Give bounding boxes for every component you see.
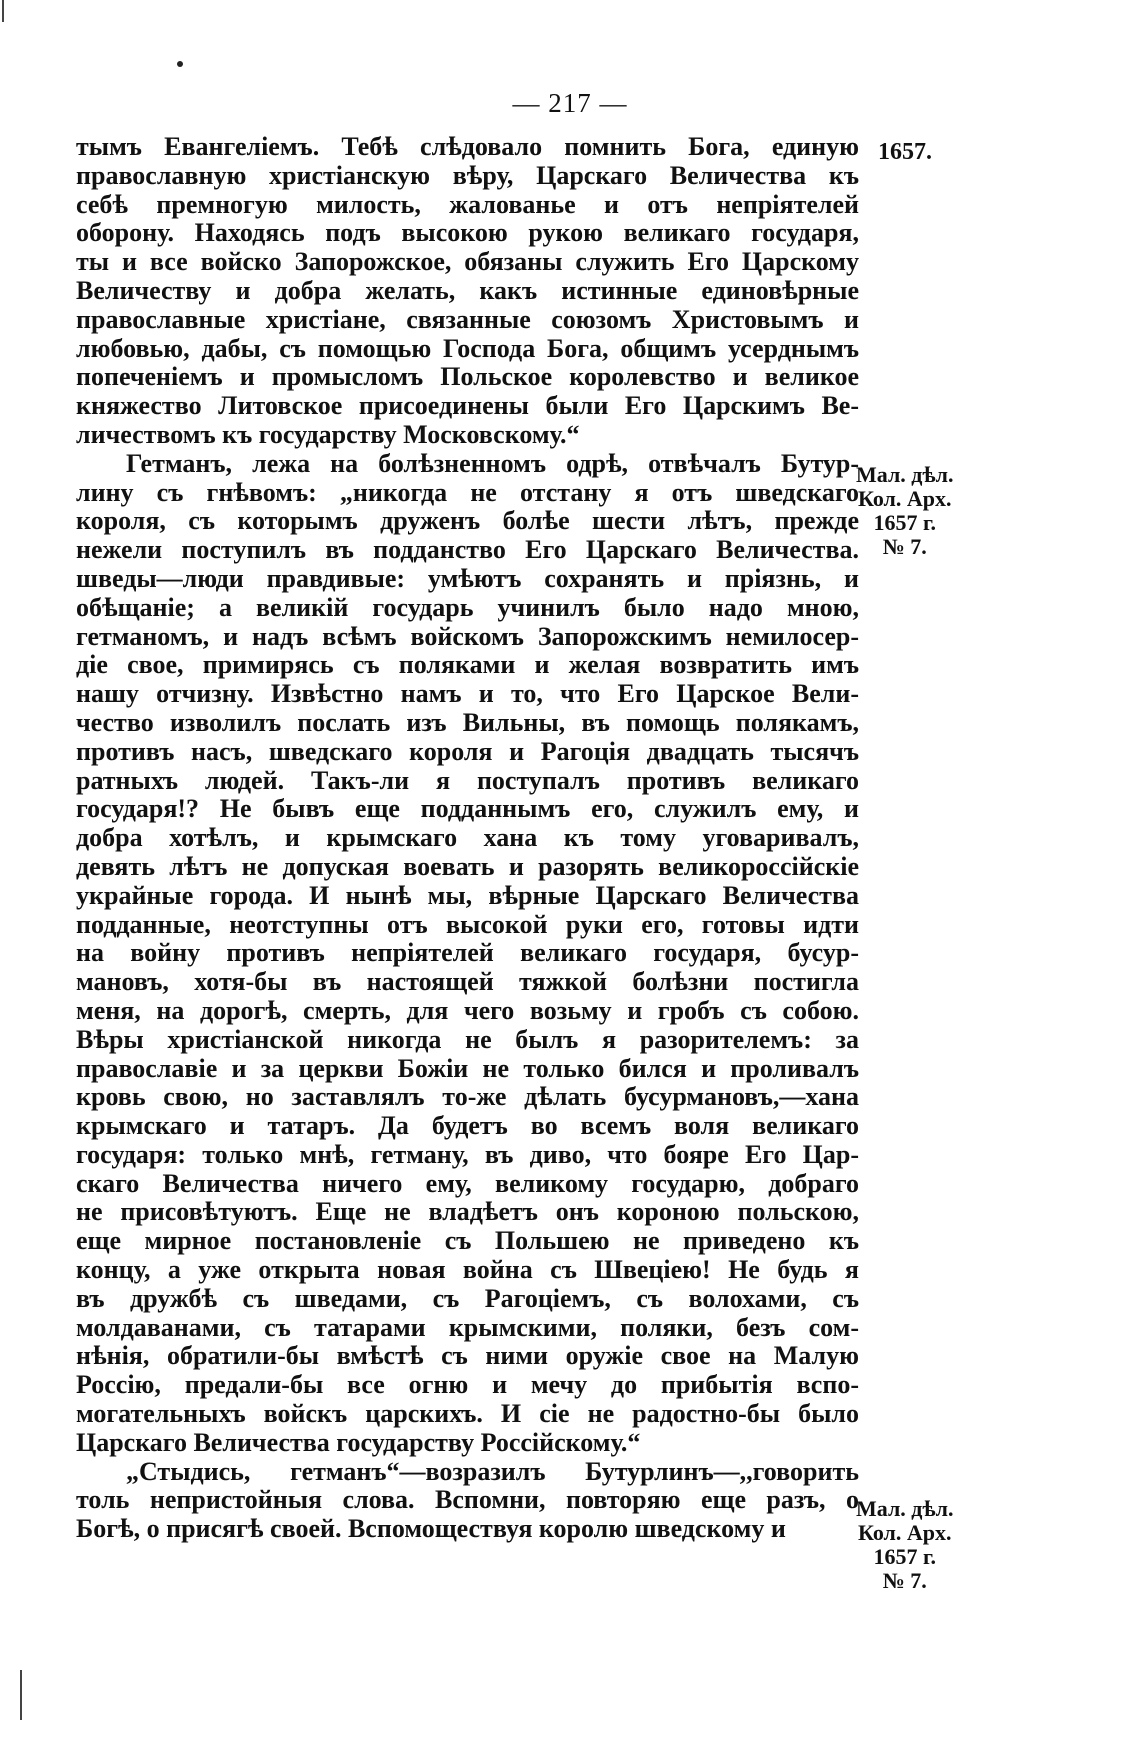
text-line: Величеству и добра желать, какъ истинные единовѣрные: [76, 275, 859, 305]
margin-reference-line: № 7.: [882, 1568, 927, 1593]
text-line: могательныхъ войскъ царскихъ. И сіе не радостно-бы было: [76, 1399, 859, 1429]
text-line: Вѣры христіанской никогда не былъ я разорителемъ: за: [76, 1024, 859, 1054]
page-number: — 217 —: [512, 88, 628, 118]
margin-reference-line: 1657 г.: [873, 510, 936, 535]
text-line: православіе и за церкви Божіи не только бился и проливалъ: [76, 1053, 859, 1083]
text-line: ратныхъ людей. Такъ-ли я поступалъ противъ великаго: [76, 765, 859, 795]
text-line: личествомъ къ государству Московскому.“: [76, 419, 580, 449]
margin-reference-line: № 7.: [882, 534, 927, 559]
margin-reference-line: Мал. дѣл.: [856, 1496, 954, 1521]
margin-reference: [856, 1497, 953, 1593]
paragraph: [76, 450, 859, 1458]
text-line: толь непристойныя слова. Вспомни, повторяю еще разъ, о: [76, 1485, 859, 1515]
text-line: украйные города. И нынѣ мы, вѣрные Царскаго Величества: [76, 880, 859, 910]
text-line: тымъ Евангеліемъ. Тебѣ слѣдовало помнить Бога, единую: [76, 132, 859, 161]
text-line: чество изволилъ послать изъ Вильны, въ помощь полякамъ,: [76, 707, 859, 737]
text-line: короля, съ которымъ друженъ болѣе шести лѣтъ, прежде: [76, 506, 859, 536]
scan-edge-mark: [2, 0, 4, 22]
text-line: нѣнія, обратили-бы вмѣстѣ съ ними оружіе свое на Малую: [76, 1341, 859, 1371]
text-line: лину съ гнѣвомъ: „никогда не отстану я отъ шведскаго: [76, 477, 859, 507]
text-line: Россію, предали-бы все огню и мечу до прибытія вспо-: [76, 1370, 859, 1400]
text-line: себѣ премногую милость, жалованье и отъ непріятелей: [76, 189, 859, 219]
text-line: мановъ, хотя-бы въ настоящей тяжкой болѣзни постигла: [76, 967, 859, 997]
text-line: еще мирное постановленіе съ Польшею не приведено къ: [76, 1226, 859, 1256]
text-line: крымскаго и татаръ. Да будетъ во всемъ воля великаго: [76, 1111, 859, 1141]
margin-reference-line: Кол. Арх.: [857, 486, 952, 511]
text-line: девять лѣтъ не допуская воевать и разорять великороссійскіе: [76, 851, 859, 881]
text-line: княжество Литовское присоединены были Его Царскимъ Ве-: [76, 391, 859, 421]
text-line: ты и все войско Запорожское, обязаны служить Его Царскому: [76, 247, 859, 277]
text-line: противъ насъ, шведскаго короля и Рагоція двадцать тысячъ: [76, 736, 859, 766]
text-line: попеченіемъ и промысломъ Польское королевство и великое: [76, 362, 859, 392]
scan-dot: [177, 61, 183, 67]
text-line: нежели поступилъ въ подданство Его Царскаго Величества.: [76, 535, 859, 565]
text-line: меня, на дорогѣ, смерть, для чего возьму и гробъ съ собою.: [76, 995, 859, 1025]
text-line: подданные, неотступны отъ высокой руки его, готовы идти: [76, 909, 859, 939]
text-line: Царскаго Величества государству Россійскому.“: [76, 1427, 641, 1457]
text-line: нашу отчизну. Извѣстно намъ и то, что Его Царское Вели-: [76, 679, 859, 709]
text-line: концу, а уже открыта новая война съ Швеціею! Не будь я: [76, 1255, 859, 1285]
text-line: въ дружбѣ съ шведами, съ Рагоціемъ, съ волохами, съ: [76, 1283, 859, 1313]
text-line: на войну противъ непріятелей великаго государя, бусур-: [76, 938, 859, 968]
text-line: любовью, дабы, съ помощью Господа Бога, общимъ усерднымъ: [76, 333, 859, 363]
margin-year: 1657.: [878, 139, 932, 165]
text-line: Богѣ, о присягѣ своей. Вспомоществуя королю шведскому и: [76, 1514, 786, 1544]
paragraph: [76, 133, 859, 450]
margin-reference: [856, 463, 953, 559]
text-line: гетманомъ, и надъ всѣмъ войскомъ Запорожскимъ немилосер-: [76, 621, 859, 651]
margin-reference-line: Кол. Арх.: [857, 1520, 952, 1545]
text-line: „Стыдись, гетманъ“—возразилъ Бутурлинъ—,,говорить: [126, 1456, 859, 1486]
text-line: кровь свою, но заставлялъ то-же дѣлать бусурмановъ,—хана: [76, 1082, 859, 1112]
text-line: оборону. Находясь подъ высокою рукою великаго государя,: [76, 218, 859, 248]
paragraph: [76, 1458, 859, 1544]
margin-reference-line: Мал. дѣл.: [856, 462, 954, 487]
text-line: обѣщаніе; а великій государь учинилъ было надо мною,: [76, 592, 859, 622]
text-line: православные христіане, связанные союзомъ Христовымъ и: [76, 304, 859, 334]
text-line: діе свое, примирясь съ поляками и желая возвратить имъ: [76, 650, 859, 680]
text-line: не присовѣтуютъ. Еще не владѣетъ онъ короною польскою,: [76, 1197, 859, 1227]
body-text: [76, 133, 859, 1544]
text-line: православную христіанскую вѣру, Царскаго Величества къ: [76, 160, 859, 190]
scan-edge-mark: [20, 1670, 22, 1720]
text-line: шведы—люди правдивые: умѣютъ сохранять и пріязнь, и: [76, 563, 859, 593]
text-line: государя: только мнѣ, гетману, въ диво, что бояре Его Цар-: [76, 1139, 859, 1169]
text-line: добра хотѣлъ, и крымскаго хана къ тому уговаривалъ,: [76, 823, 859, 853]
margin-reference-line: 1657 г.: [873, 1544, 936, 1569]
text-line: скаго Величества ничего ему, великому государю, добраго: [76, 1168, 859, 1198]
text-line: молдаванами, съ татарами крымскими, поляки, безъ сом-: [76, 1312, 859, 1342]
text-line: государя!? Не бывъ еще подданнымъ его, служилъ ему, и: [76, 794, 859, 824]
text-line: Гетманъ, лежа на болѣзненномъ одрѣ, отвѣчалъ Бутур-: [126, 448, 859, 478]
